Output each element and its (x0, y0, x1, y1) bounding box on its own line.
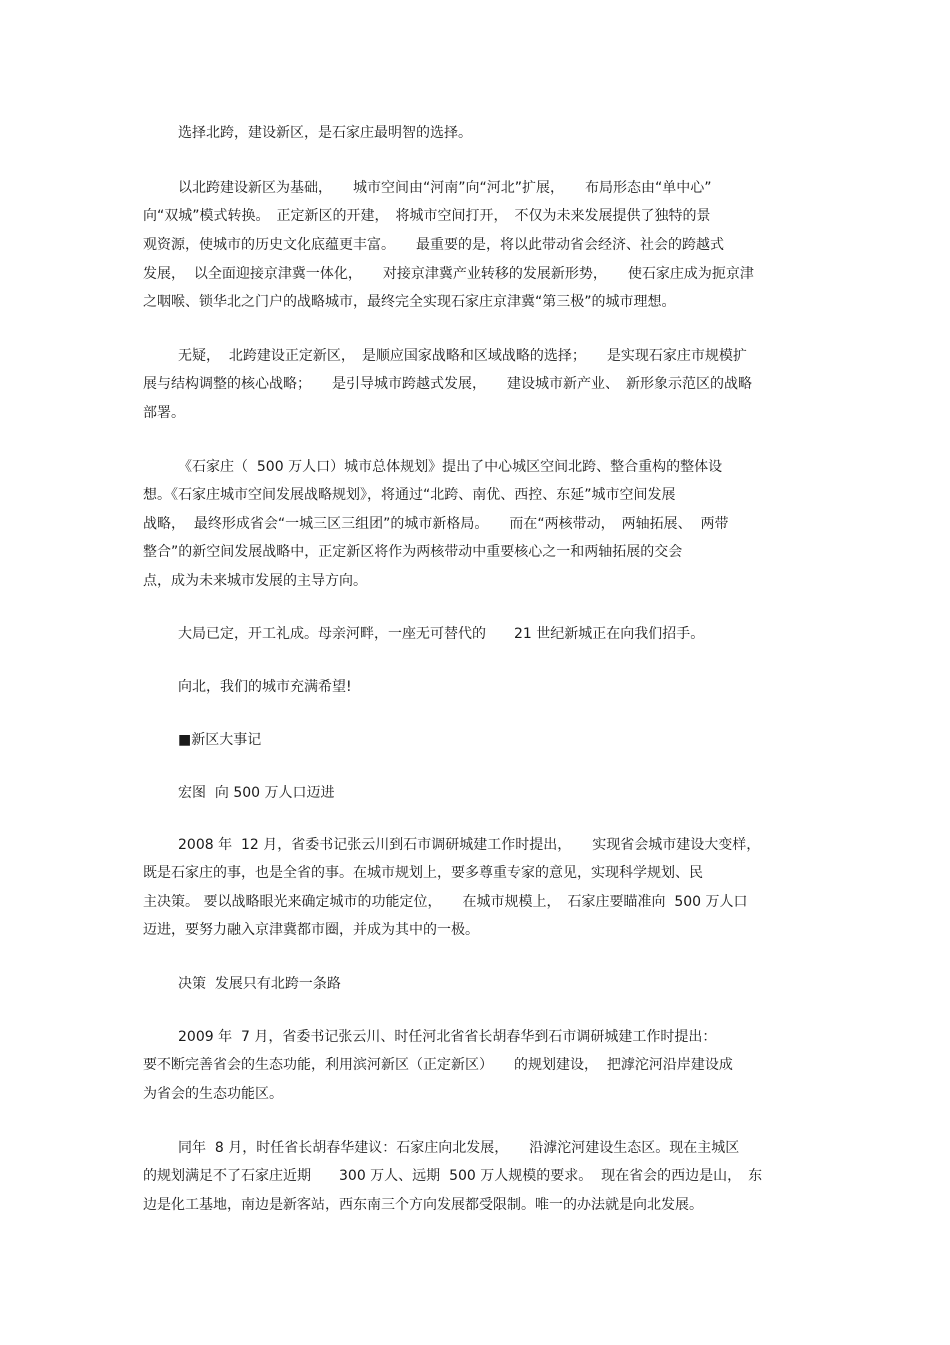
text-line: 以北跨建设新区为基础， 城市空间由“河南”向“河北”扩展， 布局形态由“单中心” (178, 180, 712, 196)
text-line: 《石家庄（ 500 万人口）城市总体规划》提出了中心城区空间北跨、整合重构的整体设 (178, 459, 723, 475)
text-line: 展与结构调整的核心战略； 是引导城市跨越式发展， 建设城市新产业、 新形象示范区的战略 (143, 376, 752, 392)
text-line: 迈进，要努力融入京津冀都市圈，并成为其中的一极。 (143, 922, 479, 938)
text-line: 战略， 最终形成省会“一城三区三组团”的城市新格局。 而在“两核带动， 两轴拓展、 两带 (143, 516, 729, 532)
text-line: 之咽喉、锁华北之门户的战略城市，最终完全实现石家庄京津冀“第三极”的城市理想。 (143, 294, 676, 310)
text-line: 想。《石家庄城市空间发展战略规划》，将通过“北跨、南优、西控、东延”城市空间发展 (143, 487, 676, 503)
text-line: 同年 8 月，时任省长胡春华建议：石家庄向北发展， 沿滹沱河建设生态区。现在主城区 (178, 1140, 740, 1156)
text-line: 向北，我们的城市充满希望! (178, 679, 352, 695)
subheading: 决策 发展只有北跨一条路 (178, 976, 341, 992)
text-line: 2008 年 12 月，省委书记张云川到石市调研城建工作时提出， 实现省会城市建设大变样， (178, 837, 761, 853)
text-line: 要不断完善省会的生态功能，利用滨河新区（正定新区） 的规划建设， 把滹沱河沿岸建设成 (143, 1057, 733, 1073)
text-line: 向“双城”模式转换。 正定新区的开建， 将城市空间打开， 不仅为未来发展提供了独特的景 (143, 208, 711, 224)
text-line: 为省会的生态功能区。 (143, 1086, 283, 1102)
text-line: 主决策。 要以战略眼光来确定城市的功能定位， 在城市规模上， 石家庄要瞄准向 500 万人口 (143, 894, 748, 910)
text-line: 的规划满足不了石家庄近期 300 万人、远期 500 万人规模的要求。 现在省会的西边是山， 东 (143, 1168, 763, 1184)
text-line: 发展， 以全面迎接京津冀一体化， 对接京津冀产业转移的发展新形势， 使石家庄成为扼京津 (143, 266, 754, 282)
text-line: 整合”的新空间发展战略中，正定新区将作为两核带动中重要核心之一和两轴拓展的交会 (143, 544, 683, 560)
text-line: 2009 年 7 月，省委书记张云川、时任河北省省长胡春华到石市调研城建工作时提出： (178, 1029, 717, 1045)
section-heading: ■新区大事记 (178, 732, 262, 748)
text-line: 部署。 (143, 405, 185, 421)
text-line: 大局已定，开工礼成。母亲河畔，一座无可替代的 21 世纪新城正在向我们招手。 (178, 626, 705, 642)
text-line: 无疑， 北跨建设正定新区， 是顺应国家战略和区域战略的选择； 是实现石家庄市规模扩 (178, 348, 747, 364)
text-line: 边是化工基地，南边是新客站，西东南三个方向发展都受限制。唯一的办法就是向北发展。 (143, 1197, 703, 1213)
text-line: 既是石家庄的事，也是全省的事。在城市规划上，要多尊重专家的意见，实现科学规划、民 (143, 865, 703, 881)
subheading: 宏图 向 500 万人口迈进 (178, 785, 335, 801)
text-line: 观资源，使城市的历史文化底蕴更丰富。 最重要的是，将以此带动省会经济、社会的跨越式 (143, 237, 724, 253)
text-line: 选择北跨，建设新区，是石家庄最明智的选择。 (178, 125, 472, 141)
text-line: 点，成为未来城市发展的主导方向。 (143, 573, 367, 589)
